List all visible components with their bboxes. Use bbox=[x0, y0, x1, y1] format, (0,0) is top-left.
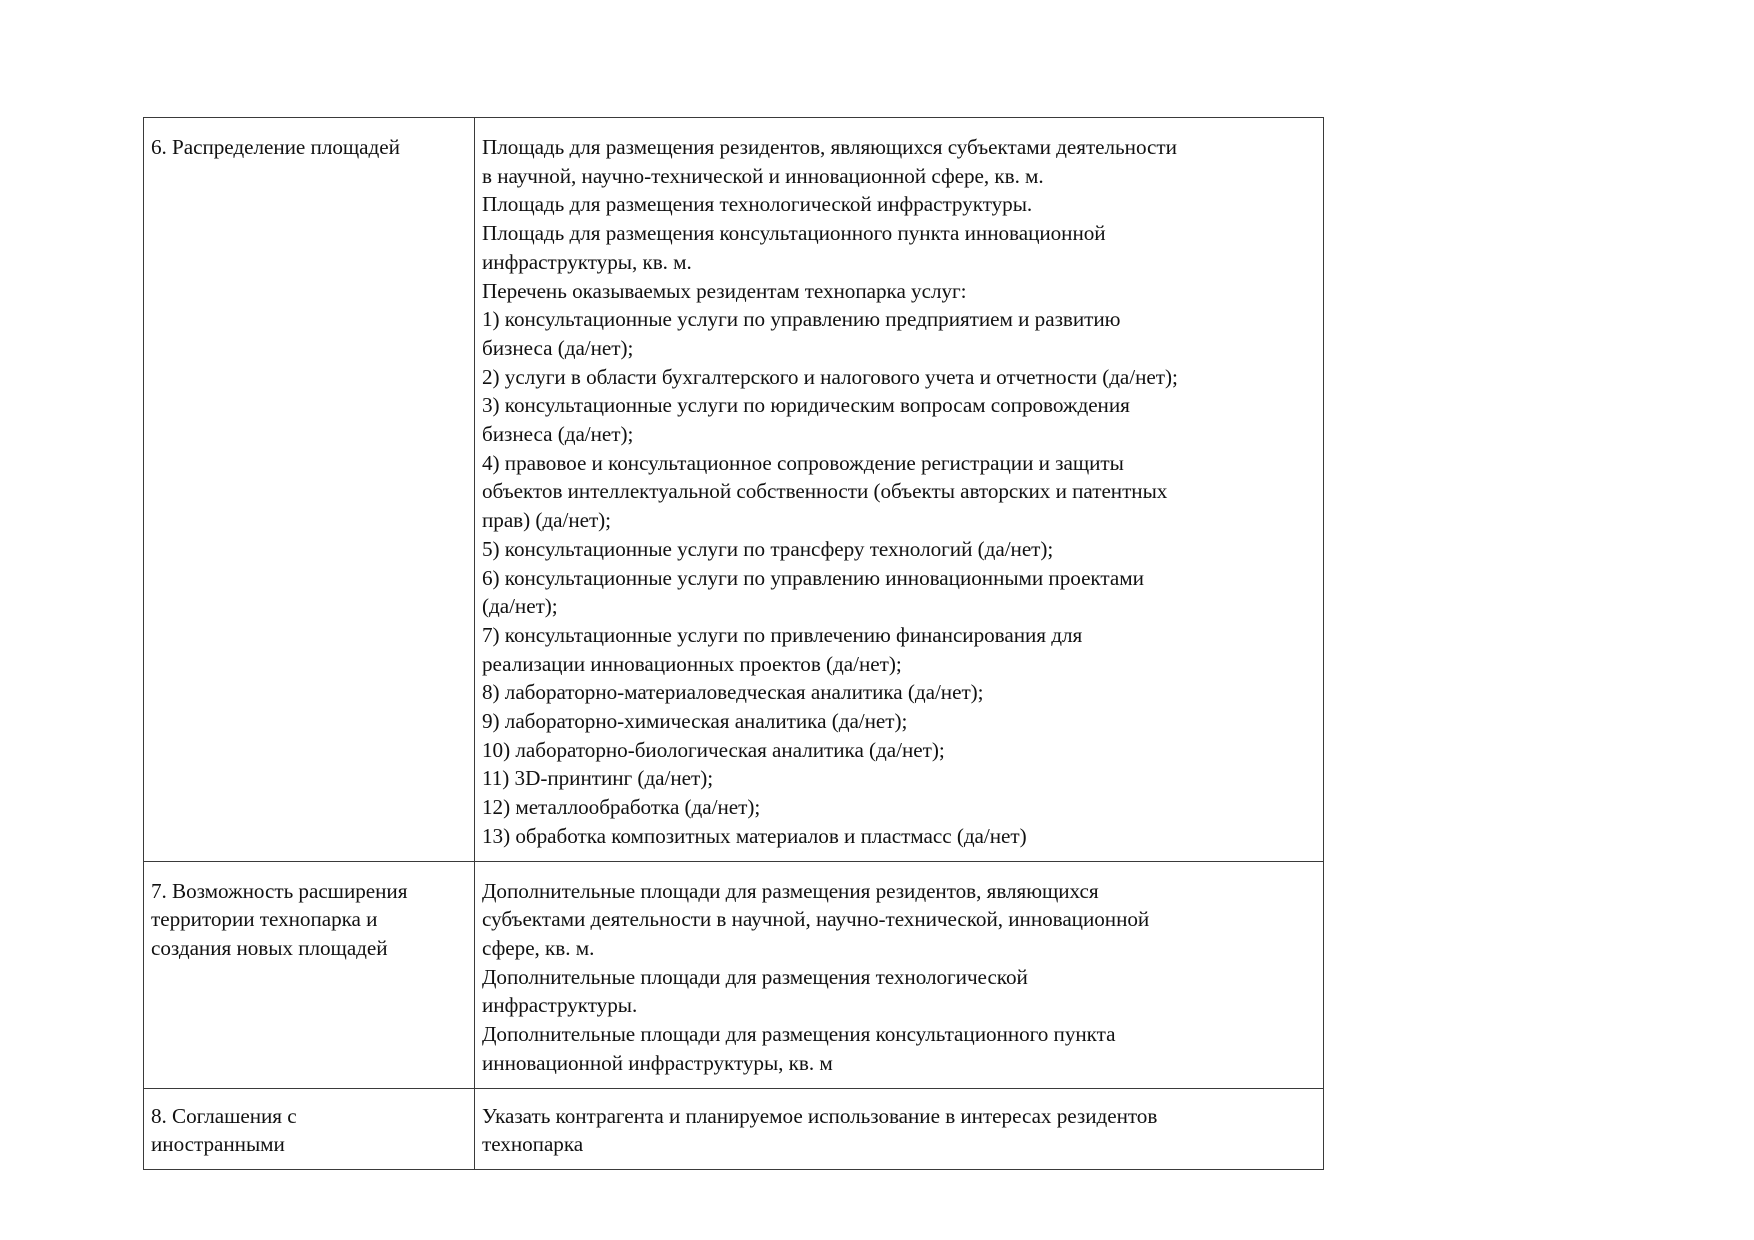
service-item: 2) услуги в области бухгалтерского и налогового учета и отчетности (да/нет); bbox=[482, 364, 1178, 389]
row-content-cell bbox=[475, 861, 1324, 1088]
row-label-text: 8. Соглашения с bbox=[151, 1103, 297, 1128]
content-line: Дополнительные площади для размещения технологической bbox=[482, 964, 1028, 989]
service-item: 3) консультационные услуги по юридическим вопросам сопровождения bbox=[482, 393, 1130, 418]
content-line: инфраструктуры, кв. м. bbox=[482, 249, 692, 274]
content-line: в научной, научно-технической и инновационной сфере, кв. м. bbox=[482, 163, 1044, 188]
requirements-table bbox=[143, 117, 1324, 1170]
service-item: 12) металлообработка (да/нет); bbox=[482, 795, 761, 820]
table-row bbox=[144, 861, 1324, 1088]
service-item: 10) лабораторно-биологическая аналитика (да/нет); bbox=[482, 737, 945, 762]
content-line: Указать контрагента и планируемое использование в интересах резидентов bbox=[482, 1103, 1158, 1128]
content-line: Дополнительные площади для размещения консультационного пункта bbox=[482, 1022, 1116, 1047]
row-content-cell bbox=[475, 1088, 1324, 1169]
service-item: 1) консультационные услуги по управлению предприятием и развитию bbox=[482, 307, 1121, 332]
row-label-text: 6. Распределение площадей bbox=[151, 135, 400, 159]
content-line: технопарка bbox=[482, 1132, 584, 1157]
service-item: объектов интеллектуальной собственности (объекты авторских и патентных bbox=[482, 479, 1168, 504]
row-label-text: создания новых площадей bbox=[151, 935, 388, 960]
service-item: 5) консультационные услуги по трансферу технологий (да/нет); bbox=[482, 536, 1054, 561]
content-line: Дополнительные площади для размещения резидентов, являющихся bbox=[482, 878, 1099, 903]
service-item: 11) 3D-принтинг (да/нет); bbox=[482, 766, 714, 791]
service-item: бизнеса (да/нет); bbox=[482, 422, 634, 447]
row-label-text: территории технопарка и bbox=[151, 907, 378, 932]
row-label-cell bbox=[144, 118, 475, 862]
row-label-cell bbox=[144, 861, 475, 1088]
row-content-cell bbox=[475, 118, 1324, 862]
table-row bbox=[144, 118, 1324, 862]
content-line: Площадь для размещения технологической инфраструктуры. bbox=[482, 192, 1033, 217]
service-item: 7) консультационные услуги по привлечению финансирования для bbox=[482, 622, 1083, 647]
table-row bbox=[144, 1088, 1324, 1169]
row-label-cell bbox=[144, 1088, 475, 1169]
service-item: 13) обработка композитных материалов и пластмасс (да/нет) bbox=[482, 823, 1027, 848]
service-item: (да/нет); bbox=[482, 594, 558, 619]
service-item: прав) (да/нет); bbox=[482, 508, 612, 533]
row-label-text: 7. Возможность расширения bbox=[151, 878, 408, 903]
service-item: реализации инновационных проектов (да/нет); bbox=[482, 651, 902, 676]
content-line: сфере, кв. м. bbox=[482, 935, 595, 960]
service-item: бизнеса (да/нет); bbox=[482, 335, 634, 360]
content-line: субъектами деятельности в научной, научно-технической, инновационной bbox=[482, 907, 1150, 932]
content-line: Площадь для размещения резидентов, являющихся субъектами деятельности bbox=[482, 135, 1177, 159]
services-list-heading: Перечень оказываемых резидентам технопарка услуг: bbox=[482, 278, 967, 303]
content-line: инновационной инфраструктуры, кв. м bbox=[482, 1050, 833, 1075]
content-line: Площадь для размещения консультационного пункта инновационной bbox=[482, 221, 1106, 246]
row-label-text: иностранными bbox=[151, 1132, 285, 1157]
content-line: инфраструктуры. bbox=[482, 993, 638, 1018]
service-item: 9) лабораторно-химическая аналитика (да/нет); bbox=[482, 709, 908, 734]
service-item: 6) консультационные услуги по управлению инновационными проектами bbox=[482, 565, 1144, 590]
service-item: 8) лабораторно-материаловедческая аналитика (да/нет); bbox=[482, 680, 984, 705]
service-item: 4) правовое и консультационное сопровождение регистрации и защиты bbox=[482, 450, 1124, 475]
